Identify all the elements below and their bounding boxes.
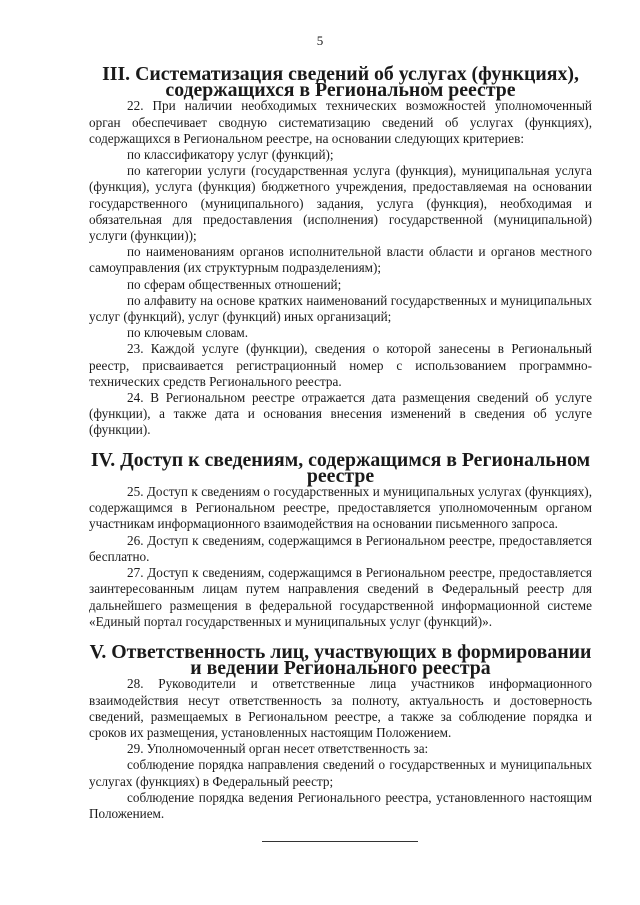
paragraph-28: 28. Руководители и ответственные лица участников информационного взаимодействия несут ответственность за полноту, актуальность и достоверность сведений, размещаемых в Региональном реестре, а также за соблюдение порядка и сроков их размещения, установленных настоящим Положением. — [89, 676, 592, 740]
responsibility-regional-registry: соблюдение порядка ведения Регионального реестра, установленного настоящим Положением. — [89, 789, 592, 821]
criterion-keywords: по ключевым словам. — [127, 325, 249, 341]
section-3-heading — [89, 63, 592, 102]
section-4-heading-line-1: IV. Доступ к сведениям, содержащимся в Региональном реестре — [90, 448, 591, 487]
paragraph-26: 26. Доступ к сведениям, содержащимся в Региональном реестре, предоставляется бесплатно. — [89, 532, 592, 564]
section-4 — [89, 448, 592, 630]
section-3-heading-line-1: III. Систематизация сведений об услугах (функциях), — [102, 63, 579, 85]
paragraph-25: 25. Доступ к сведениям о государственных и муниципальных услугах (функциях), содержащимся в Региональном реестре, предоставляется уполномоченным органом участникам информационного взаимодействия на основании письменного запроса. — [89, 484, 592, 532]
section-3 — [89, 63, 592, 439]
responsibility-federal-registry: соблюдение порядка направления сведений о государственных и муниципальных услугах (функциях) в Федеральный реестр; — [89, 757, 592, 789]
criterion-authorities: по наименованиям органов исполнительной власти области и органов местного самоуправления (их структурным подразделениям); — [89, 244, 592, 276]
section-3-heading-line-2: содержащихся в Региональном реестре — [165, 79, 516, 102]
paragraph-24: 24. В Региональном реестре отражается дата размещения сведений об услуге (функции), а также дата и основания внесения изменений в сведения об услуге (функции). — [89, 390, 592, 438]
criterion-alphabet: по алфавиту на основе кратких наименований государственных и муниципальных услуг (функций), услуг (функций) иных организаций; — [89, 292, 592, 325]
criterion-category: по категории услуги (государственная услуга (функция), муниципальная услуга (функция), услуга (функция) бюджетного учреждения, предоставляемая на основании государственного (муниципального) задания, услуга (функция), необходимая и обязательная для предоставления (исполнения) государственной (муниципальной) услуги (функции)); — [89, 163, 592, 244]
paragraph-22: 22. При наличии необходимых технических возможностей уполномоченный орган обеспечивает сводную систематизацию сведений об услугах (функциях), содержащихся в Региональном реестре, на основании следующих критериев: — [89, 98, 592, 146]
section-5-heading-line-1: V. Ответственность лиц, участвующих в формировании — [89, 640, 592, 663]
section-5-heading — [89, 640, 592, 680]
paragraph-27: 27. Доступ к сведениям, содержащимся в Региональном реестре, предоставляется заинтересованным лицам путем направления сведений в Федеральный реестр для дальнейшего размещения в федеральной государственной информационной системе «Единый портал государственных и муниципальных услуг (функций)». — [89, 565, 592, 629]
paragraph-23: 23. Каждой услуге (функции), сведения о которой занесены в Региональный реестр, присваивается регистрационный номер с использованием программно-технических средств Регионального реестра. — [89, 341, 592, 389]
section-4-heading — [89, 448, 592, 487]
section-5-heading-line-2: и ведении Регионального реестра — [190, 657, 491, 680]
document-body — [89, 63, 592, 822]
section-5 — [89, 640, 592, 822]
criterion-classifier: по классификатору услуг (функций); — [127, 147, 334, 163]
paragraph-29: 29. Уполномоченный орган несет ответственность за: — [127, 741, 429, 757]
footer-divider — [262, 841, 418, 842]
page-number: 5 — [316, 33, 324, 48]
criterion-spheres: по сферам общественных отношений; — [127, 276, 342, 292]
